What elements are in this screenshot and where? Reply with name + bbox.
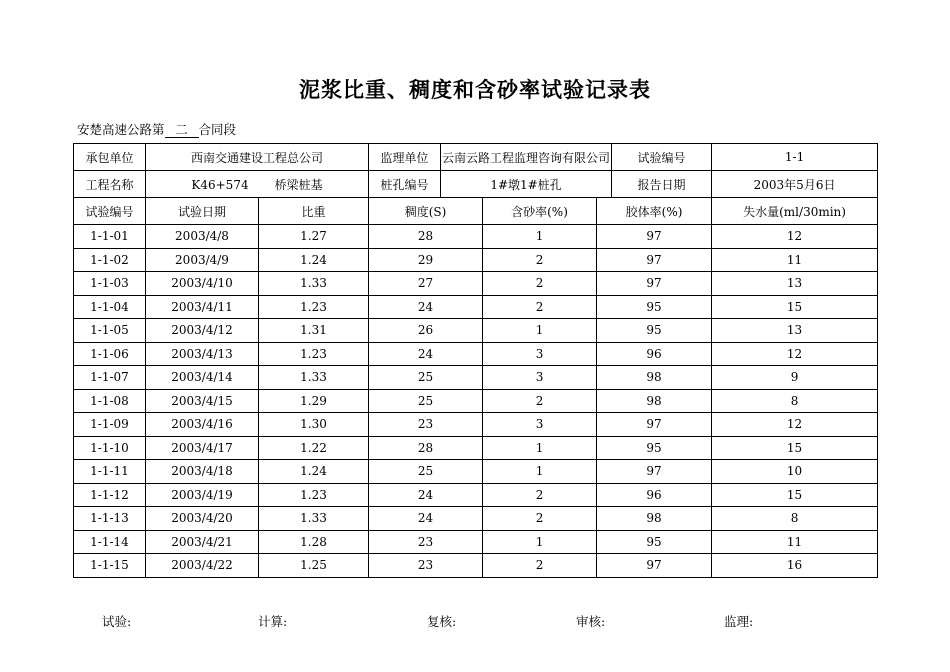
cell-colloid: 97: [597, 413, 712, 437]
cell-sand: 1: [483, 530, 597, 554]
cell-colloid: 97: [597, 460, 712, 484]
col-header-sand: 含砂率(%): [483, 198, 597, 225]
project-name: 桥梁桩基: [274, 177, 323, 192]
table-row: [74, 413, 878, 437]
cell-test-no: 1-1-01: [74, 225, 146, 249]
cell-viscosity: 24: [369, 295, 483, 319]
cell-date: 2003/4/11: [146, 295, 259, 319]
footer-audit: 审核:: [576, 614, 606, 629]
cell-density: 1.23: [259, 295, 369, 319]
cell-viscosity: 23: [369, 530, 483, 554]
cell-test-no: 1-1-05: [74, 319, 146, 343]
info-row-2: [74, 171, 878, 198]
cell-date: 2003/4/18: [146, 460, 259, 484]
cell-test-no: 1-1-07: [74, 366, 146, 390]
column-header-row: [74, 198, 878, 225]
cell-date: 2003/4/10: [146, 272, 259, 296]
cell-viscosity: 27: [369, 272, 483, 296]
footer-supervise: 监理:: [724, 614, 754, 629]
table-row: [74, 272, 878, 296]
cell-density: 1.23: [259, 342, 369, 366]
cell-date: 2003/4/20: [146, 507, 259, 531]
cell-date: 2003/4/16: [146, 413, 259, 437]
cell-colloid: 96: [597, 483, 712, 507]
cell-test-no: 1-1-08: [74, 389, 146, 413]
cell-test-no: 1-1-09: [74, 413, 146, 437]
table-row: [74, 225, 878, 249]
info-row-1: [74, 144, 878, 171]
cell-date: 2003/4/12: [146, 319, 259, 343]
cell-water-loss: 12: [712, 225, 878, 249]
col-header-density: 比重: [259, 198, 369, 225]
cell-date: 2003/4/14: [146, 366, 259, 390]
cell-sand: 2: [483, 554, 597, 578]
cell-test-no: 1-1-14: [74, 530, 146, 554]
cell-colloid: 98: [597, 507, 712, 531]
cell-water-loss: 15: [712, 483, 878, 507]
cell-water-loss: 13: [712, 272, 878, 296]
cell-test-no: 1-1-04: [74, 295, 146, 319]
cell-colloid: 98: [597, 389, 712, 413]
cell-viscosity: 25: [369, 389, 483, 413]
cell-sand: 1: [483, 319, 597, 343]
cell-viscosity: 25: [369, 366, 483, 390]
cell-viscosity: 28: [369, 436, 483, 460]
pile-label: 桩孔编号: [369, 171, 441, 198]
cell-water-loss: 9: [712, 366, 878, 390]
cell-test-no: 1-1-12: [74, 483, 146, 507]
cell-colloid: 97: [597, 248, 712, 272]
cell-water-loss: 10: [712, 460, 878, 484]
cell-density: 1.22: [259, 436, 369, 460]
pile-value: 1#墩1#桩孔: [441, 171, 612, 198]
cell-date: 2003/4/15: [146, 389, 259, 413]
cell-test-no: 1-1-06: [74, 342, 146, 366]
cell-date: 2003/4/8: [146, 225, 259, 249]
report-date-value: 2003年5月6日: [712, 171, 878, 198]
cell-sand: 3: [483, 342, 597, 366]
cell-test-no: 1-1-15: [74, 554, 146, 578]
supervisor-label: 监理单位: [369, 144, 441, 171]
cell-colloid: 95: [597, 436, 712, 460]
cell-density: 1.25: [259, 554, 369, 578]
cell-sand: 3: [483, 366, 597, 390]
table-row: [74, 483, 878, 507]
cell-sand: 2: [483, 483, 597, 507]
cell-sand: 1: [483, 460, 597, 484]
cell-viscosity: 23: [369, 554, 483, 578]
contractor-label: 承包单位: [74, 144, 146, 171]
cell-sand: 2: [483, 295, 597, 319]
cell-viscosity: 26: [369, 319, 483, 343]
cell-water-loss: 16: [712, 554, 878, 578]
project-value: [146, 171, 369, 198]
cell-colloid: 97: [597, 225, 712, 249]
cell-sand: 3: [483, 413, 597, 437]
cell-water-loss: 8: [712, 507, 878, 531]
cell-colloid: 97: [597, 554, 712, 578]
cell-density: 1.24: [259, 248, 369, 272]
supervisor-value: 云南云路工程监理咨询有限公司: [441, 144, 612, 171]
col-header-colloid: 胶体率(%): [597, 198, 712, 225]
cell-water-loss: 8: [712, 389, 878, 413]
cell-viscosity: 24: [369, 483, 483, 507]
cell-water-loss: 11: [712, 530, 878, 554]
col-header-viscosity: 稠度(S): [369, 198, 483, 225]
cell-water-loss: 13: [712, 319, 878, 343]
table-row: [74, 248, 878, 272]
cell-water-loss: 12: [712, 413, 878, 437]
cell-colloid: 97: [597, 272, 712, 296]
cell-test-no: 1-1-02: [74, 248, 146, 272]
cell-date: 2003/4/19: [146, 483, 259, 507]
table-row: [74, 295, 878, 319]
cell-density: 1.23: [259, 483, 369, 507]
cell-density: 1.33: [259, 272, 369, 296]
cell-test-no: 1-1-11: [74, 460, 146, 484]
cell-water-loss: 15: [712, 295, 878, 319]
table-row: [74, 342, 878, 366]
footer-calc: 计算:: [258, 614, 288, 629]
cell-density: 1.30: [259, 413, 369, 437]
footer-review: 复核:: [427, 614, 457, 629]
cell-viscosity: 29: [369, 248, 483, 272]
cell-density: 1.31: [259, 319, 369, 343]
col-header-test-no: 试验编号: [74, 198, 146, 225]
cell-density: 1.28: [259, 530, 369, 554]
cell-colloid: 95: [597, 530, 712, 554]
cell-colloid: 95: [597, 295, 712, 319]
cell-density: 1.33: [259, 507, 369, 531]
test-no-label: 试验编号: [612, 144, 712, 171]
test-record-table: [73, 143, 878, 578]
cell-viscosity: 24: [369, 507, 483, 531]
cell-water-loss: 12: [712, 342, 878, 366]
contract-section: [77, 120, 236, 138]
cell-date: 2003/4/22: [146, 554, 259, 578]
cell-water-loss: 15: [712, 436, 878, 460]
table-row: [74, 366, 878, 390]
page-title: 泥浆比重、稠度和含砂率试验记录表: [299, 77, 651, 102]
test-no-value: 1-1: [712, 144, 878, 171]
table-row: [74, 319, 878, 343]
contract-number: 二: [165, 123, 199, 138]
cell-date: 2003/4/13: [146, 342, 259, 366]
cell-viscosity: 24: [369, 342, 483, 366]
report-date-label: 报告日期: [612, 171, 712, 198]
cell-viscosity: 28: [369, 225, 483, 249]
contract-suffix: 合同段: [198, 122, 237, 137]
cell-sand: 1: [483, 225, 597, 249]
table-row: [74, 530, 878, 554]
cell-density: 1.24: [259, 460, 369, 484]
contract-prefix: 安楚高速公路第: [77, 122, 165, 137]
cell-water-loss: 11: [712, 248, 878, 272]
cell-viscosity: 23: [369, 413, 483, 437]
cell-test-no: 1-1-10: [74, 436, 146, 460]
cell-date: 2003/4/17: [146, 436, 259, 460]
table-row: [74, 460, 878, 484]
cell-density: 1.29: [259, 389, 369, 413]
cell-sand: 2: [483, 389, 597, 413]
cell-density: 1.33: [259, 366, 369, 390]
cell-density: 1.27: [259, 225, 369, 249]
col-header-water-loss: 失水量(ml/30min): [712, 198, 878, 225]
contractor-value: 西南交通建设工程总公司: [146, 144, 369, 171]
cell-viscosity: 25: [369, 460, 483, 484]
cell-sand: 1: [483, 436, 597, 460]
cell-date: 2003/4/9: [146, 248, 259, 272]
cell-test-no: 1-1-13: [74, 507, 146, 531]
table-row: [74, 389, 878, 413]
cell-colloid: 95: [597, 319, 712, 343]
cell-colloid: 98: [597, 366, 712, 390]
cell-colloid: 96: [597, 342, 712, 366]
table-row: [74, 554, 878, 578]
footer-test: 试验:: [102, 614, 132, 629]
table-row: [74, 507, 878, 531]
table-row: [74, 436, 878, 460]
project-station: K46+574: [191, 177, 249, 192]
cell-test-no: 1-1-03: [74, 272, 146, 296]
cell-date: 2003/4/21: [146, 530, 259, 554]
col-header-date: 试验日期: [146, 198, 259, 225]
cell-sand: 2: [483, 248, 597, 272]
project-label: 工程名称: [74, 171, 146, 198]
cell-sand: 2: [483, 507, 597, 531]
cell-sand: 2: [483, 272, 597, 296]
